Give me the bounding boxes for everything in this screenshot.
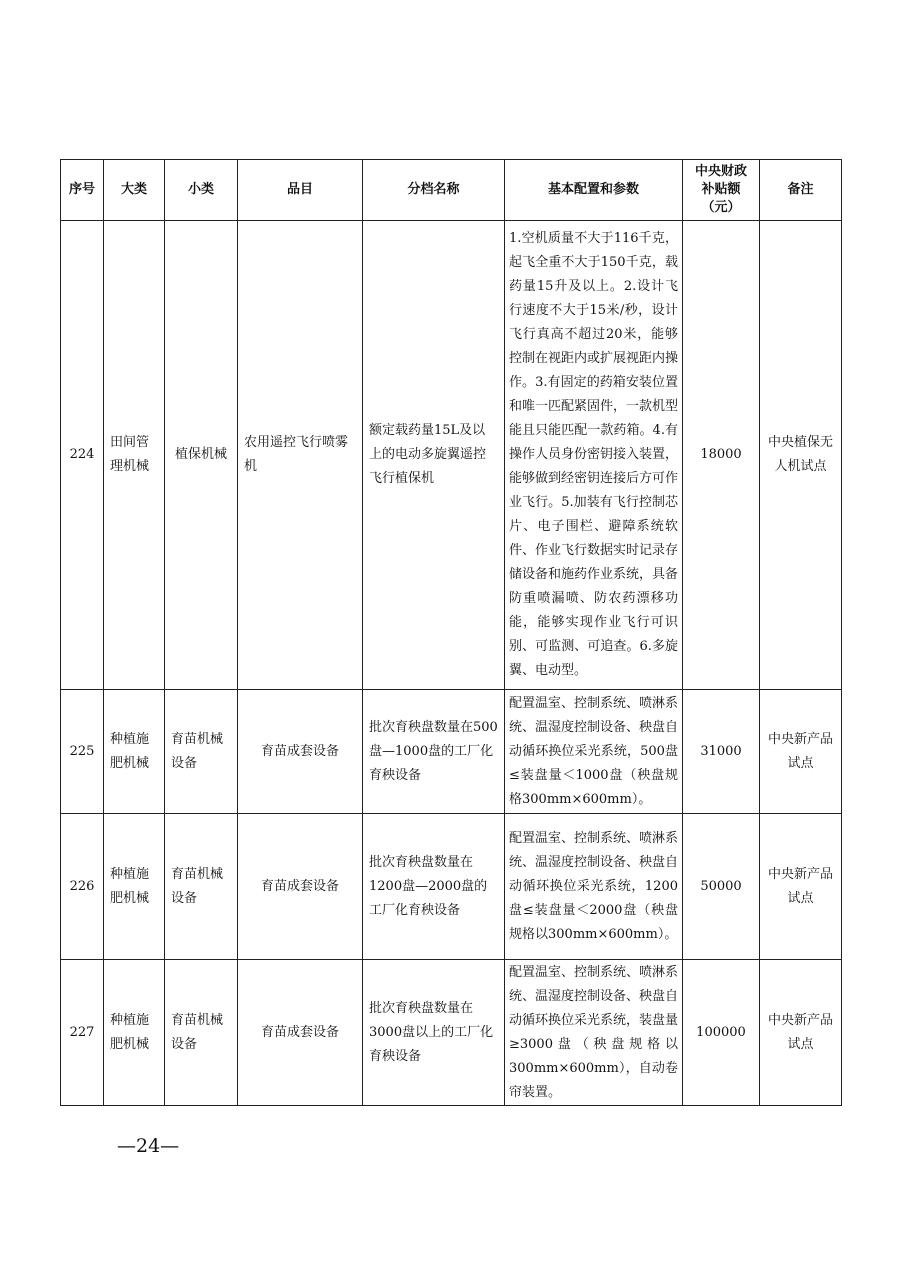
header-subcategory: 小类 — [165, 160, 238, 221]
cell-subsidy: 31000 — [683, 690, 760, 814]
header-category: 大类 — [104, 160, 165, 221]
cell-params: 配置温室、控制系统、喷淋系统、温湿度控制设备、秧盘自动循环换位采光系统，1200盘≤装盘量＜2000盘（秧盘规格以300mm×600mm）。 — [505, 814, 683, 960]
cell-item: 育苗成套设备 — [238, 814, 363, 960]
header-no: 序号 — [61, 160, 104, 221]
header-params: 基本配置和参数 — [505, 160, 683, 221]
cell-no: 226 — [61, 814, 104, 960]
cell-subcategory: 育苗机械设备 — [165, 960, 238, 1106]
header-remark: 备注 — [760, 160, 842, 221]
cell-item: 农用遥控飞行喷雾机 — [238, 221, 363, 690]
cell-remark: 中央新产品试点 — [760, 814, 842, 960]
cell-category: 种植施肥机械 — [104, 960, 165, 1106]
table-row — [61, 690, 842, 814]
cell-remark: 中央新产品试点 — [760, 690, 842, 814]
cell-tier: 批次育秧盘数量在500盘—1000盘的工厂化育秧设备 — [363, 690, 505, 814]
cell-tier: 额定载药量15L及以上的电动多旋翼遥控飞行植保机 — [363, 221, 505, 690]
header-subsidy: 中央财政补贴额（元） — [683, 160, 760, 221]
cell-subsidy: 100000 — [683, 960, 760, 1106]
header-tier: 分档名称 — [363, 160, 505, 221]
cell-category: 种植施肥机械 — [104, 814, 165, 960]
cell-params: 1.空机质量不大于116千克，起飞全重不大于150千克，载药量15升及以上。2.设计飞行速度不大于15米/秒，设计飞行真高不超过20米，能够控制在视距内或扩展视距内操作。3.有固定的药箱安装位置和唯一匹配紧固件，一款机型能且只能匹配一款药箱。4.有操作人员身份密钥接入装置，能够做到经密钥连接后方可作业飞行。5.加装有飞行控制芯片、电子围栏、避障系统软件、作业飞行数据实时记录存储设备和施药作业系统，具备防重喷漏喷、防农药漂移功能，能够实现作业飞行可识别、可监测、可追查。6.多旋翼、电动型。 — [505, 221, 683, 690]
cell-tier: 批次育秧盘数量在1200盘—2000盘的工厂化育秧设备 — [363, 814, 505, 960]
cell-item: 育苗成套设备 — [238, 690, 363, 814]
cell-params: 配置温室、控制系统、喷淋系统、温湿度控制设备、秧盘自动循环换位采光系统，装盘量≥3000盘（秧盘规格以300mm×600mm），自动卷帘装置。 — [505, 960, 683, 1106]
cell-category: 种植施肥机械 — [104, 690, 165, 814]
cell-tier: 批次育秧盘数量在3000盘以上的工厂化育秧设备 — [363, 960, 505, 1106]
table-row — [61, 814, 842, 960]
cell-no: 227 — [61, 960, 104, 1106]
table-row — [61, 960, 842, 1106]
page-number: —24— — [117, 1135, 180, 1157]
subsidy-table — [60, 159, 842, 1106]
table-header-row — [61, 160, 842, 221]
cell-subsidy: 50000 — [683, 814, 760, 960]
cell-remark: 中央新产品试点 — [760, 960, 842, 1106]
cell-subcategory: 育苗机械设备 — [165, 690, 238, 814]
cell-item: 育苗成套设备 — [238, 960, 363, 1106]
cell-remark: 中央植保无人机试点 — [760, 221, 842, 690]
cell-subcategory: 育苗机械设备 — [165, 814, 238, 960]
header-item: 品目 — [238, 160, 363, 221]
table-row — [61, 221, 842, 690]
cell-subcategory: 植保机械 — [165, 221, 238, 690]
cell-no: 224 — [61, 221, 104, 690]
cell-category: 田间管理机械 — [104, 221, 165, 690]
cell-params: 配置温室、控制系统、喷淋系统、温湿度控制设备、秧盘自动循环换位采光系统，500盘≤装盘量＜1000盘（秧盘规格300mm×600mm）。 — [505, 690, 683, 814]
cell-no: 225 — [61, 690, 104, 814]
cell-subsidy: 18000 — [683, 221, 760, 690]
